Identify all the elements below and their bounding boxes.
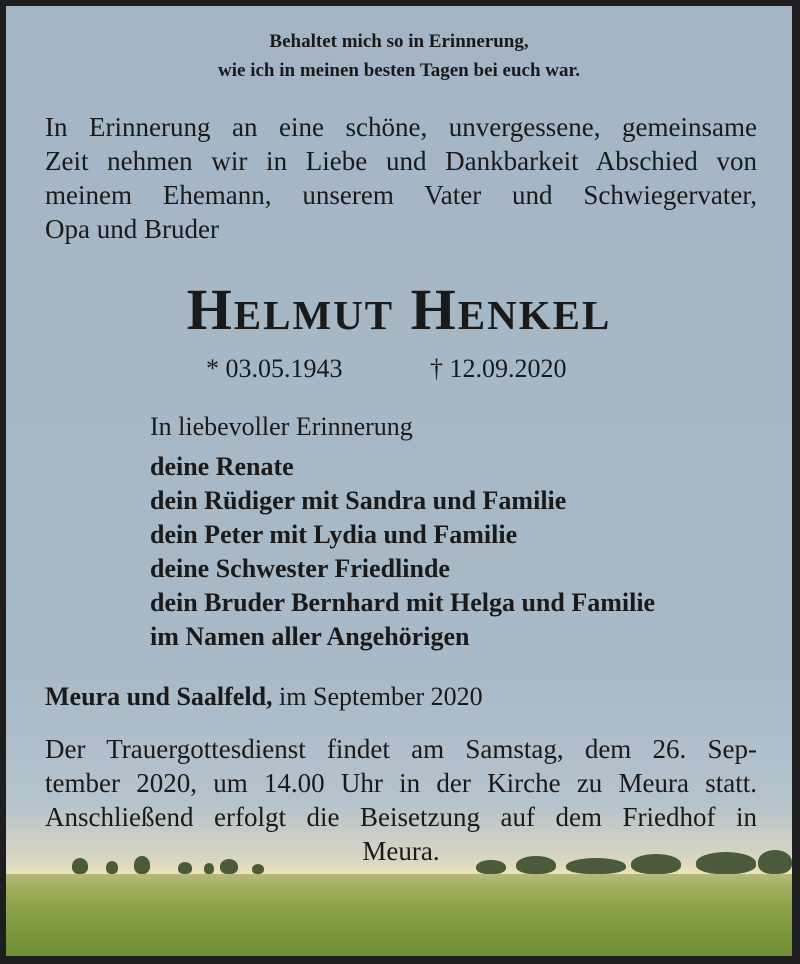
intro-line-2: Zeit nehmen wir in Liebe und Dankbarkeit Abschied von [45,146,757,176]
mourner-line: deine Schwester Friedlinde [150,554,450,583]
place-date [45,682,483,712]
service-line-4: Meura. [362,836,440,866]
service-line-1: Der Trauergottesdienst findet am Samstag, dem 26. Sep- [45,734,757,764]
service-line-3: Anschließend erfolgt die Beisetzung auf dem Friedhof in [45,802,757,832]
place-name: Meura und Saalfeld, [45,682,273,711]
motto-line-2: wie ich in meinen besten Tagen bei euch war. [218,60,580,81]
motto-line-1: Behaltet mich so in Erinnerung, [269,31,529,52]
mourner-line: dein Bruder Bernhard mit Helga und Familie [150,588,656,617]
mourner-line: dein Rüdiger mit Sandra und Familie [150,486,567,515]
mourner-line: deine Renate [150,452,294,481]
deceased-name: Helmut Henkel [186,277,612,342]
mourners-heading: In liebevoller Erinnerung [150,412,413,441]
obituary-card [6,6,792,956]
intro-line-4: Opa und Bruder [45,214,219,244]
intro-line-1: In Erinnerung an eine schöne, unvergessene, gemeinsame [45,112,757,142]
birth-date: * 03.05.1943 [206,354,343,383]
mourner-line: im Namen aller Angehörigen [150,622,470,651]
wheat-field [6,874,792,956]
service-line-2: tember 2020, um 14.00 Uhr in der Kirche zu Meura statt. [45,768,757,798]
death-date: † 12.09.2020 [430,354,567,383]
mourner-line: dein Peter mit Lydia und Familie [150,520,518,549]
month-year: im September 2020 [272,682,483,711]
intro-line-3: meinem Ehemann, unserem Vater und Schwiegervater, [45,180,757,210]
